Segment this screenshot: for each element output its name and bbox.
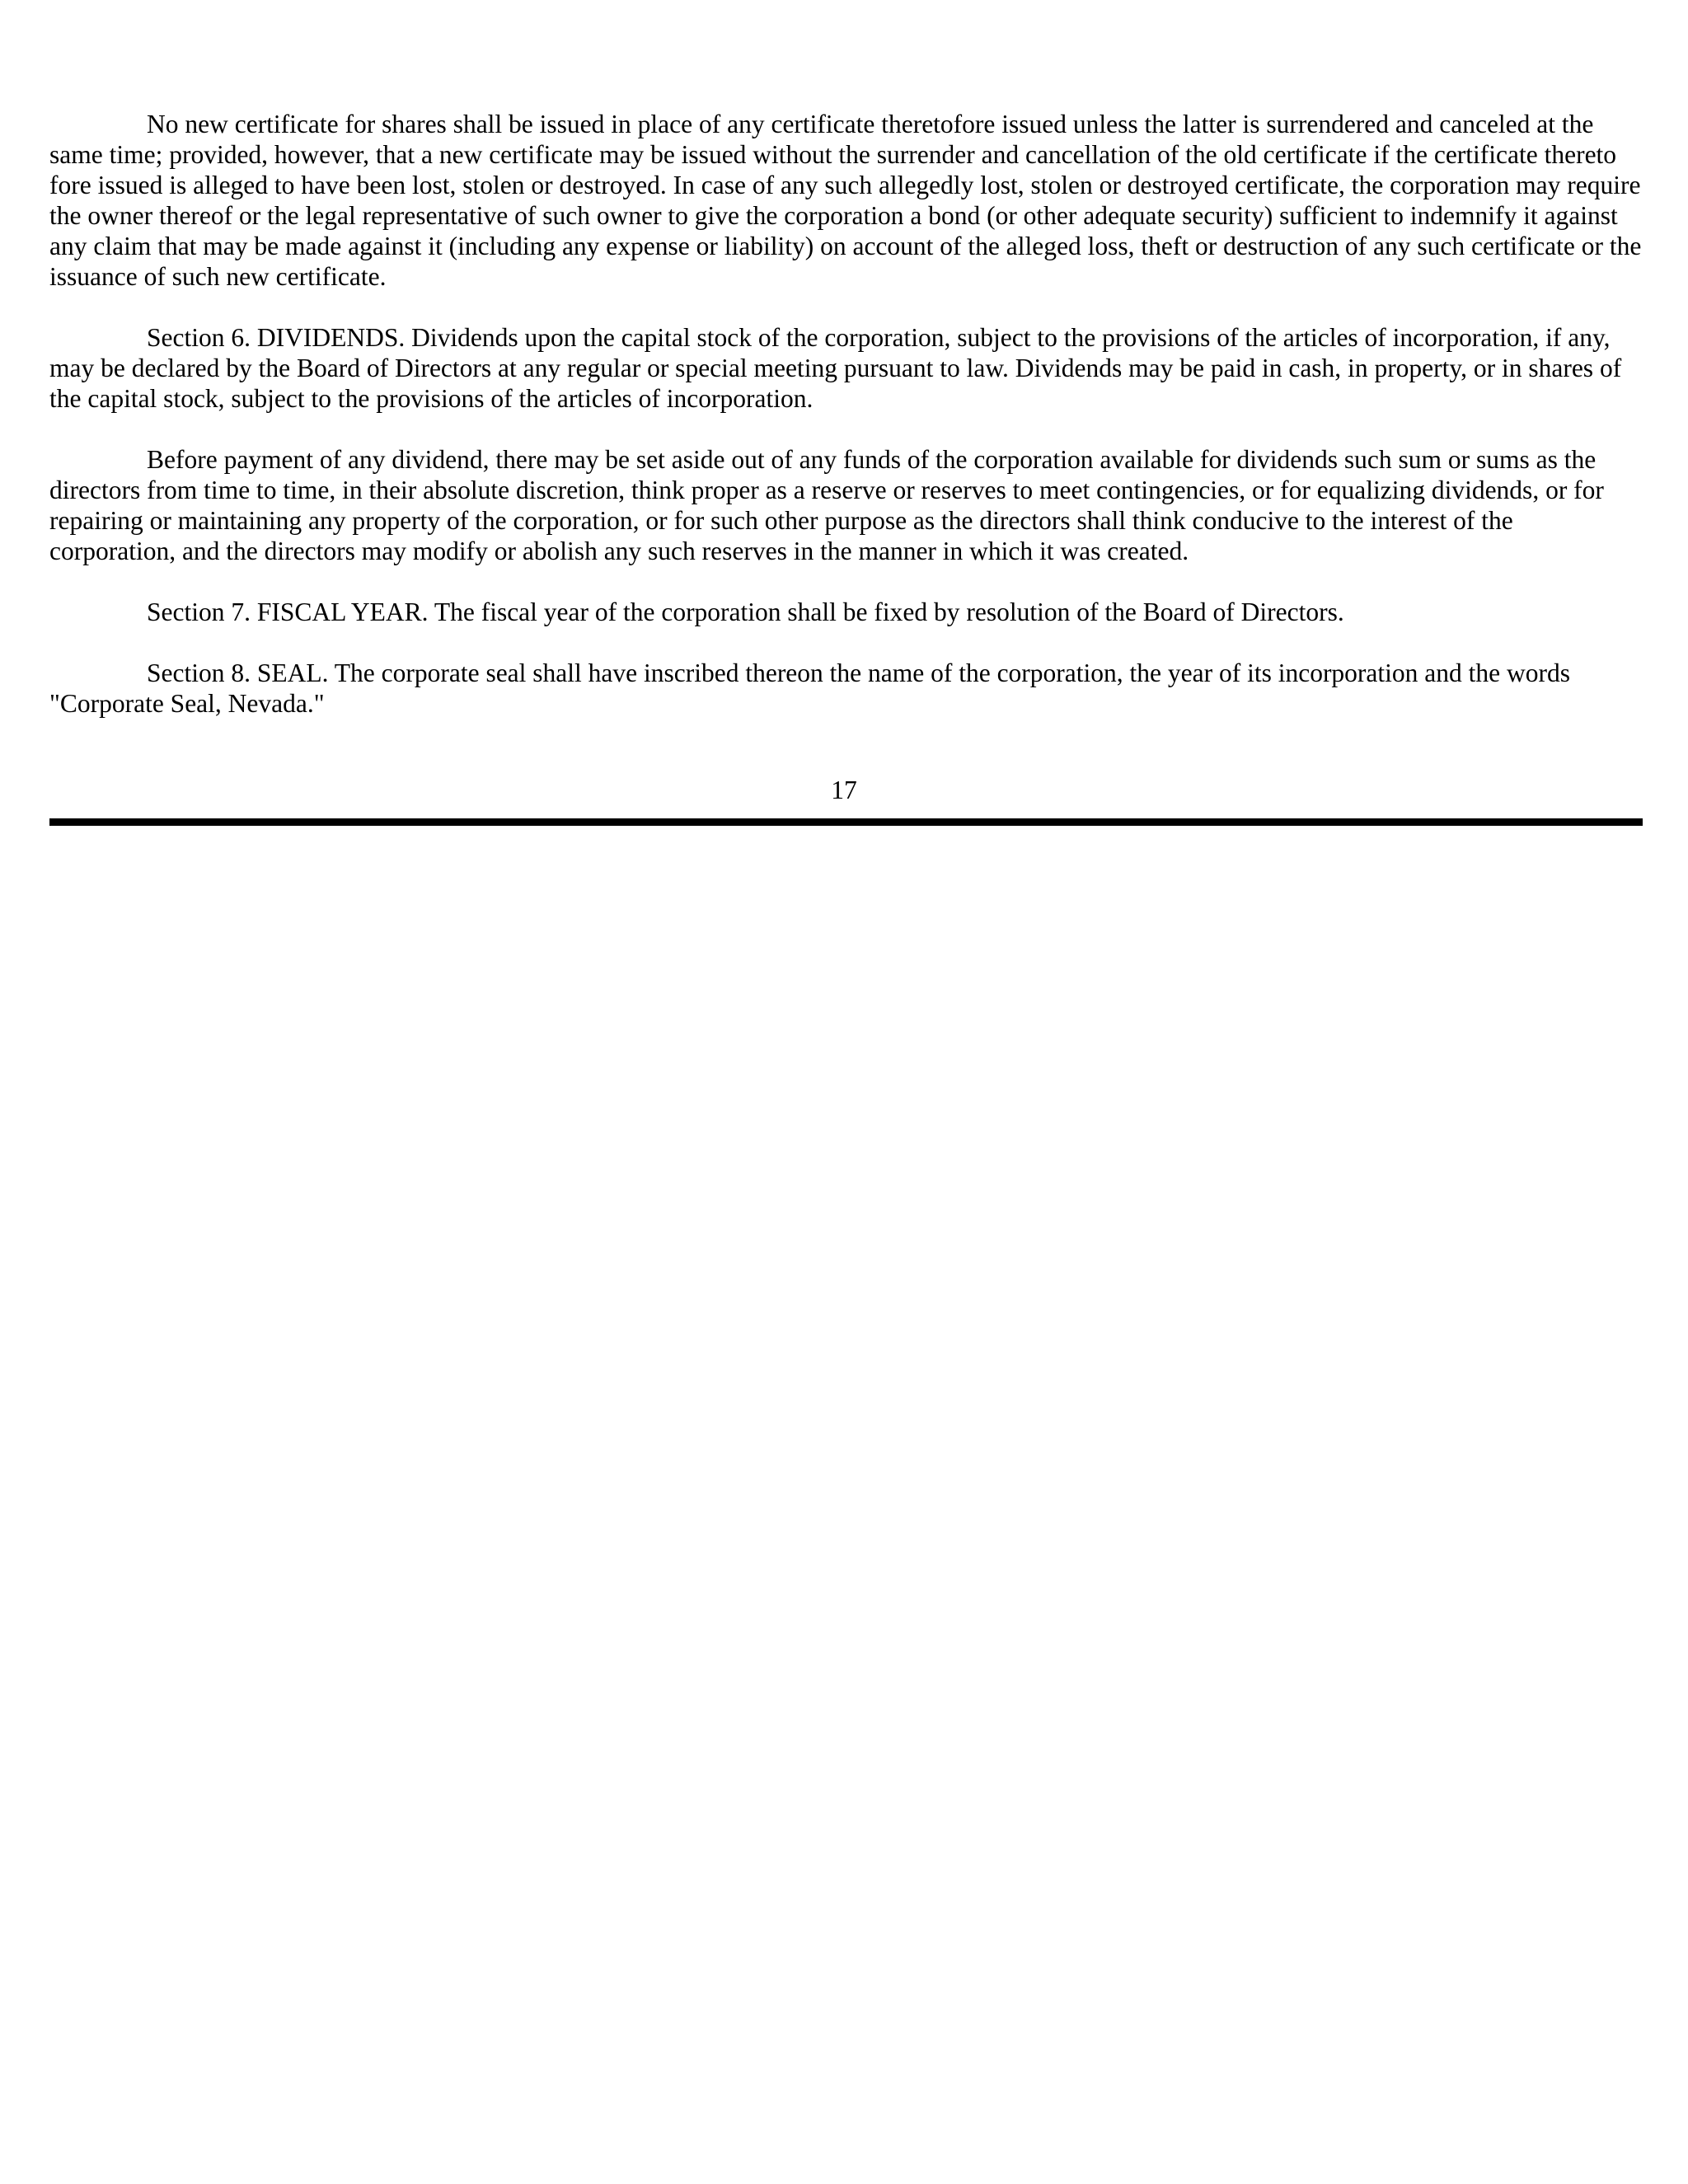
footer-divider — [49, 818, 1643, 826]
paragraph-section-7-fiscal-year: Section 7. FISCAL YEAR. The fiscal year of the corporation shall be fixed by resolution of the Board of Directors. — [147, 598, 1344, 626]
paragraph-dividend-reserves: Before payment of any dividend, there may be set aside out of any funds of the corporation available for dividends such sum or sums as the directors from time to time, in their absolute discretion, think proper as a reserve or reserves to meet contingencies, or for equalizing dividends, or for repairing or maintaining any property of the corporation, or for such other purpose as the directors shall think conducive to the interest of the corporation, and the directors may modify or abolish any such reserves in the manner in which it was created. — [49, 445, 1604, 565]
paragraph-section-8-seal: Section 8. SEAL. The corporate seal shall have inscribed thereon the name of the corporation, the year of its incorporation and the words "Corporate Seal, Nevada." — [49, 658, 1570, 718]
document-body — [49, 109, 1643, 719]
page-number: 17 — [831, 776, 857, 804]
paragraph-lost-certificates: No new certificate for shares shall be issued in place of any certificate theretofore issued unless the latter is surrendered and canceled at the same time; provided, however, that a new certificate may be issued without the surrender and cancellation of the old certificate if the certificate thereto fore issued is alleged to have been lost, stolen or destroyed. In case of any such allegedly lost, stolen or destroyed certificate, the corporation may require the owner thereof or the legal representative of such owner to give the corporation a bond (or other adequate security) sufficient to indemnify it against any claim that may be made against it (including any expense or liability) on account of the alleged loss, theft or destruction of any such certificate or the issuance of such new certificate. — [49, 110, 1642, 291]
paragraph-section-6-dividends: Section 6. DIVIDENDS. Dividends upon the capital stock of the corporation, subject to the provisions of the articles of incorporation, if any, may be declared by the Board of Directors at any regular or special meeting pursuant to law. Dividends may be paid in cash, in property, or in shares of the capital stock, subject to the provisions of the articles of incorporation. — [49, 323, 1622, 413]
